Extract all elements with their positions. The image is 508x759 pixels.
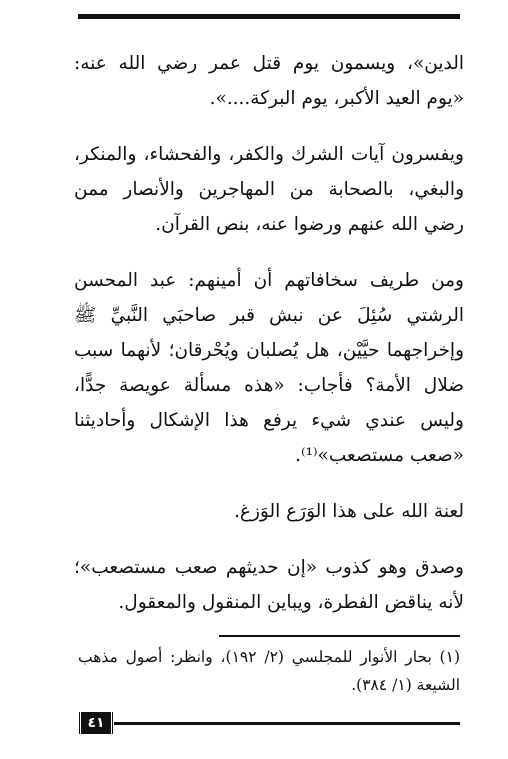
top-rule [78,14,460,19]
paragraph: لعنة الله على هذا الوَرَع الوَزغ. [234,501,464,522]
bottom-rule [114,722,460,725]
paragraph: ويفسرون آيات الشرك والكفر، والفحشاء، والمنكر، والبغي، بالصحابة من المهاجرين والأنصار ممن رضي الله عنهم ورضوا عنه، بنص القرآن. [74,144,464,235]
paragraph: الدين»، ويسمون يوم قتل عمر رضي الله عنه: «يوم العيد الأكبر، يوم البركة....». [74,53,464,109]
paragraph: وصدق وهو كذوب «إن حديثهم صعب مستصعب»؛ لأنه يناقض الفطرة، ويباين المنقول والمعقول. [74,557,464,613]
page-number: ٤١ [78,712,114,734]
paragraph: ومن طريف سخافاتهم أن أمينهم: عبد المحسن الرشتي سُئِلَ عن نبش قبر صاحبَي النَّبيِّ ﷺ وإخراجهما حيَّيْن، هل يُصلبان ويُحْرقان؛ لأنهما سبب ضلال الأمة؟ فأجاب: «هذه مسألة عويصة جدًّا، وليس عندي شيء يرفع هذا الإشكال وأحاديثنا «صعب مستصعب»⁽¹⁾. [74,270,464,466]
footnote-rule [219,635,460,637]
footnote: (١) بحار الأنوار للمجلسي (٢/ ١٩٢)، وانظر: أصول مذهب الشيعة (١/ ٣٨٤). [78,648,460,694]
page-body [74,46,464,620]
